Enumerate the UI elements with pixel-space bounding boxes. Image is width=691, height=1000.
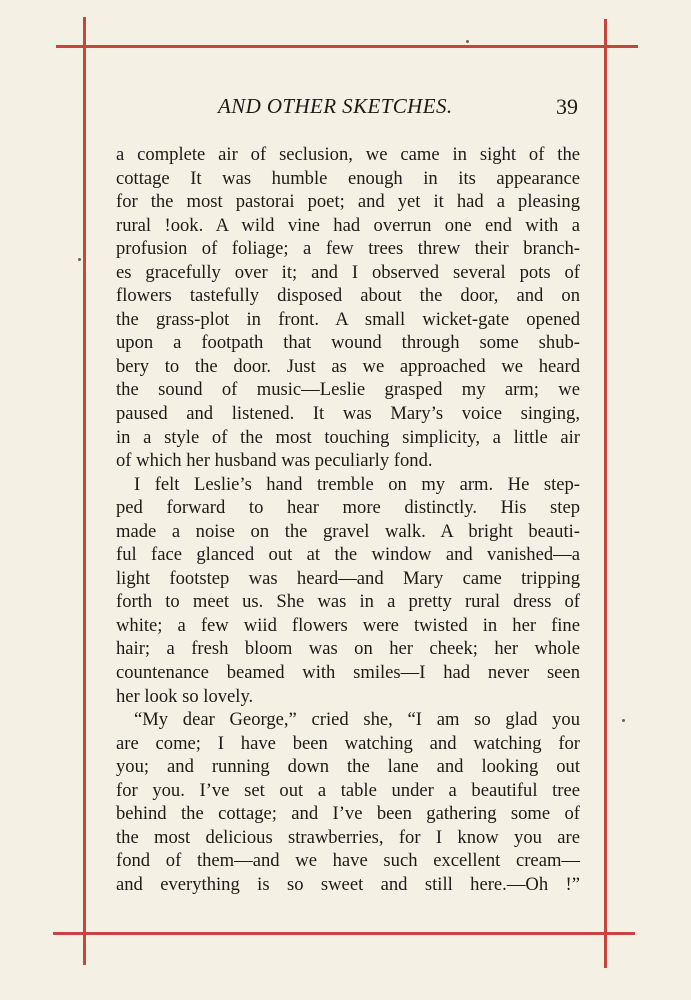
text-line: profusion of foliage; a few trees threw their branch-	[116, 238, 580, 260]
text-line: you; and running down the lane and looking out	[116, 756, 580, 778]
text-line: ped forward to hear more distinctly. His step	[116, 497, 580, 519]
text-line: the grass-plot in front. A small wicket-gate opened	[116, 308, 580, 330]
text-line: forth to meet us. She was in a pretty rural dress of	[116, 591, 580, 613]
text-line: and everything is so sweet and still here.—Oh !”	[116, 873, 580, 895]
text-line: the most delicious strawberries, for I know you are	[116, 826, 580, 848]
text-line: are come; I have been watching and watching for	[116, 732, 580, 754]
border-rule-left	[83, 17, 86, 965]
text-line: her look so lovely.	[116, 685, 254, 707]
text-line: for the most pastorai poet; and yet it had a pleasing	[116, 191, 580, 213]
text-line: a complete air of seclusion, we came in sight of the	[116, 144, 580, 165]
text-line: for you. I’ve set out a table under a beautiful tree	[116, 779, 580, 801]
text-line: hair; a fresh bloom was on her cheek; her whole	[116, 638, 580, 660]
text-line: rural !ook. A wild vine had overrun one end with a	[116, 214, 580, 236]
paper-speck	[78, 258, 81, 261]
text-line: bery to the door. Just as we approached we heard	[116, 355, 580, 377]
text-line: fond of them—and we have such excellent cream—	[116, 850, 580, 872]
border-rule-top	[56, 45, 638, 48]
text-line: flowers tastefully disposed about the door, and on	[116, 285, 580, 307]
border-rule-bottom	[53, 932, 635, 935]
paper-speck	[466, 40, 469, 43]
body-text	[116, 143, 580, 897]
text-line: “My dear George,” cried she, “I am so glad you	[134, 709, 580, 731]
text-line: of which her husband was peculiarly fond.	[116, 450, 433, 472]
text-line: upon a footpath that wound through some shub-	[116, 332, 580, 354]
text-line: countenance beamed with smiles—I had never seen	[116, 662, 580, 684]
page-number: 39	[556, 94, 578, 119]
text-line: paused and listened. It was Mary’s voice singing,	[116, 403, 580, 425]
text-line: made a noise on the gravel walk. A bright beauti-	[116, 520, 580, 542]
text-line: ful face glanced out at the window and vanished—a	[116, 544, 580, 566]
text-line: es gracefully over it; and I observed several pots of	[116, 261, 580, 283]
running-title: AND OTHER SKETCHES.	[218, 94, 453, 118]
text-line: the sound of music—Leslie grasped my arm; we	[116, 379, 580, 401]
text-line: cottage It was humble enough in its appearance	[116, 167, 580, 189]
text-line: I felt Leslie’s hand tremble on my arm. He step-	[134, 473, 580, 495]
text-line: white; a few wiid flowers were twisted in her fine	[116, 614, 580, 636]
paper-speck	[622, 719, 625, 722]
border-rule-right	[604, 19, 607, 968]
text-line: in a style of the most touching simplicity, a little air	[116, 426, 580, 448]
text-line: light footstep was heard—and Mary came tripping	[116, 567, 580, 589]
text-line: behind the cottage; and I’ve been gathering some of	[116, 803, 580, 825]
